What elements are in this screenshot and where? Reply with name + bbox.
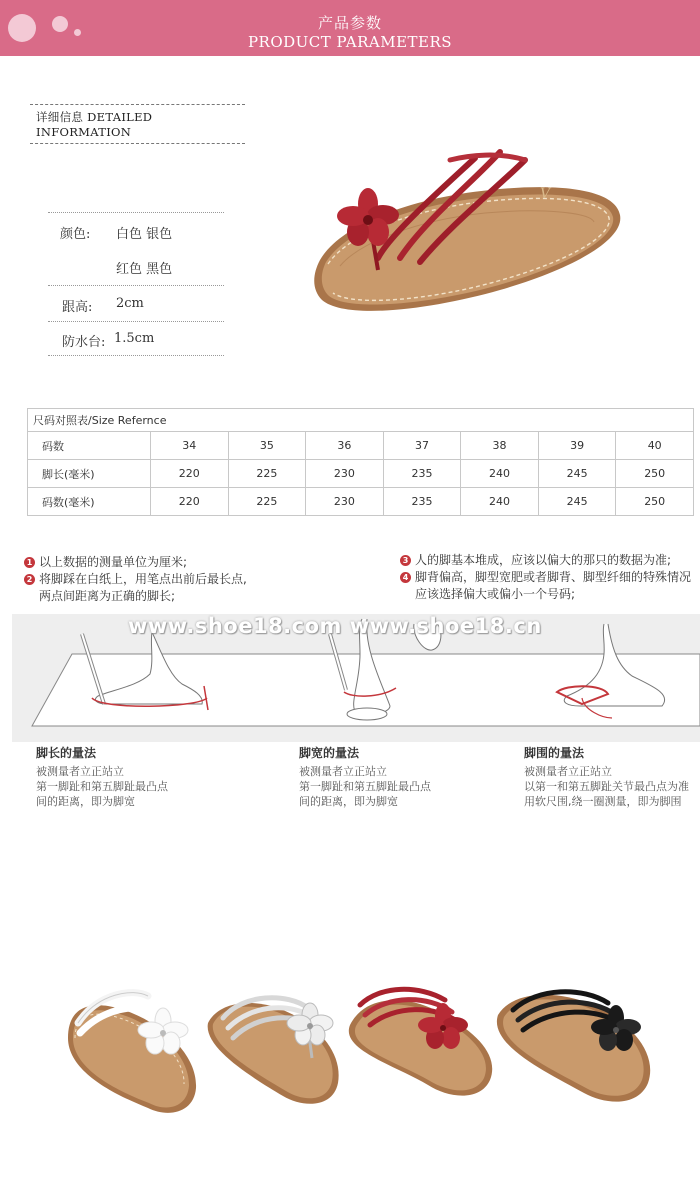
note-2 bbox=[24, 571, 247, 605]
table-cell: 34 bbox=[151, 432, 229, 460]
measure-line: 间的距离，即为脚宽 bbox=[299, 795, 398, 808]
note-1 bbox=[24, 554, 187, 571]
divider bbox=[48, 321, 224, 322]
number-badge: 1 bbox=[24, 557, 35, 568]
measure-description bbox=[299, 764, 431, 809]
divider bbox=[48, 355, 224, 356]
note-text: 将脚踩在白纸上，用笔点出前后最长点, bbox=[39, 572, 247, 586]
table-caption-row bbox=[28, 409, 694, 432]
size-table-caption: 尺码对照表/Size Refernce bbox=[28, 409, 694, 432]
color-values-1: 白色 银色 bbox=[116, 227, 173, 242]
table-row bbox=[28, 460, 694, 488]
measure-line: 用软尺围,绕一圈测量，即为脚围 bbox=[524, 795, 682, 808]
table-cell: 37 bbox=[383, 432, 461, 460]
table-cell: 235 bbox=[383, 488, 461, 516]
details-heading-text: 详细信息 DETAILED INFORMATION bbox=[36, 110, 153, 139]
table-cell: 220 bbox=[151, 460, 229, 488]
color-values-2: 红色 黑色 bbox=[116, 262, 173, 277]
table-cell: 38 bbox=[461, 432, 539, 460]
size-table bbox=[27, 408, 694, 516]
divider bbox=[48, 285, 224, 286]
watermark-text: www.shoe18.com www.shoe18.cn bbox=[128, 614, 542, 638]
table-cell: 35 bbox=[228, 432, 306, 460]
table-cell: 240 bbox=[461, 488, 539, 516]
color-label: 颜色: bbox=[60, 227, 91, 242]
details-heading bbox=[30, 104, 245, 144]
table-cell: 245 bbox=[538, 488, 616, 516]
note-4 bbox=[400, 569, 691, 603]
header-banner bbox=[0, 0, 700, 56]
note-text: 应该选择偏大或偏小一个号码; bbox=[415, 587, 576, 601]
measure-line: 被测量者立正站立 bbox=[299, 765, 387, 778]
measure-line: 间的距离，即为脚宽 bbox=[36, 795, 135, 808]
sandal-white-image bbox=[58, 978, 208, 1118]
note-text: 脚背偏高，脚型宽肥或者脚背、脚型纤细的特殊情况 bbox=[415, 570, 692, 584]
measure-title: 脚宽的量法 bbox=[299, 746, 360, 760]
table-cell: 240 bbox=[461, 460, 539, 488]
heel-value: 2cm bbox=[116, 296, 144, 311]
number-badge: 2 bbox=[24, 574, 35, 585]
measure-line: 被测量者立正站立 bbox=[36, 765, 124, 778]
measure-line: 第一脚趾和第五脚趾最凸点 bbox=[36, 780, 168, 793]
table-cell: 230 bbox=[306, 460, 384, 488]
measure-line: 被测量者立正站立 bbox=[524, 765, 612, 778]
table-cell: 39 bbox=[538, 432, 616, 460]
table-row bbox=[28, 488, 694, 516]
row-label: 码数(毫米) bbox=[28, 488, 151, 516]
measure-title: 脚长的量法 bbox=[36, 746, 97, 760]
platform-value: 1.5cm bbox=[114, 331, 155, 346]
row-label: 码数 bbox=[28, 432, 151, 460]
table-cell: 40 bbox=[616, 432, 694, 460]
number-badge: 3 bbox=[400, 555, 411, 566]
row-label: 脚长(毫米) bbox=[28, 460, 151, 488]
table-cell: 225 bbox=[228, 460, 306, 488]
sandal-red-image bbox=[340, 970, 500, 1110]
measure-line: 第一脚趾和第五脚趾最凸点 bbox=[299, 780, 431, 793]
table-cell: 36 bbox=[306, 432, 384, 460]
table-cell: 235 bbox=[383, 460, 461, 488]
note-text: 两点间距离为正确的脚长; bbox=[39, 589, 176, 603]
divider bbox=[30, 143, 245, 144]
table-cell: 250 bbox=[616, 460, 694, 488]
platform-label: 防水台: bbox=[62, 335, 106, 350]
measure-line: 以第一和第五脚趾关节最凸点为准 bbox=[524, 780, 689, 793]
svg-text:V: V bbox=[540, 186, 551, 202]
divider bbox=[48, 212, 224, 213]
main-sandal-image bbox=[300, 140, 630, 340]
measure-description bbox=[524, 764, 689, 809]
measure-title: 脚围的量法 bbox=[524, 746, 585, 760]
table-cell: 250 bbox=[616, 488, 694, 516]
heel-label: 跟高: bbox=[62, 300, 93, 315]
sandal-silver-image bbox=[198, 978, 348, 1118]
note-3 bbox=[400, 552, 671, 569]
number-badge: 4 bbox=[400, 572, 411, 583]
table-row bbox=[28, 432, 694, 460]
note-text: 人的脚基本堆成，应该以偏大的那只的数据为准; bbox=[415, 553, 672, 567]
measure-description bbox=[36, 764, 168, 809]
table-cell: 220 bbox=[151, 488, 229, 516]
table-cell: 225 bbox=[228, 488, 306, 516]
banner-title-cn: 产品参数 bbox=[317, 14, 382, 32]
table-cell: 245 bbox=[538, 460, 616, 488]
banner-title-en: PRODUCT PARAMETERS bbox=[247, 33, 453, 51]
note-text: 以上数据的测量单位为厘米; bbox=[39, 555, 188, 569]
sandal-black-image bbox=[488, 975, 658, 1115]
table-cell: 230 bbox=[306, 488, 384, 516]
